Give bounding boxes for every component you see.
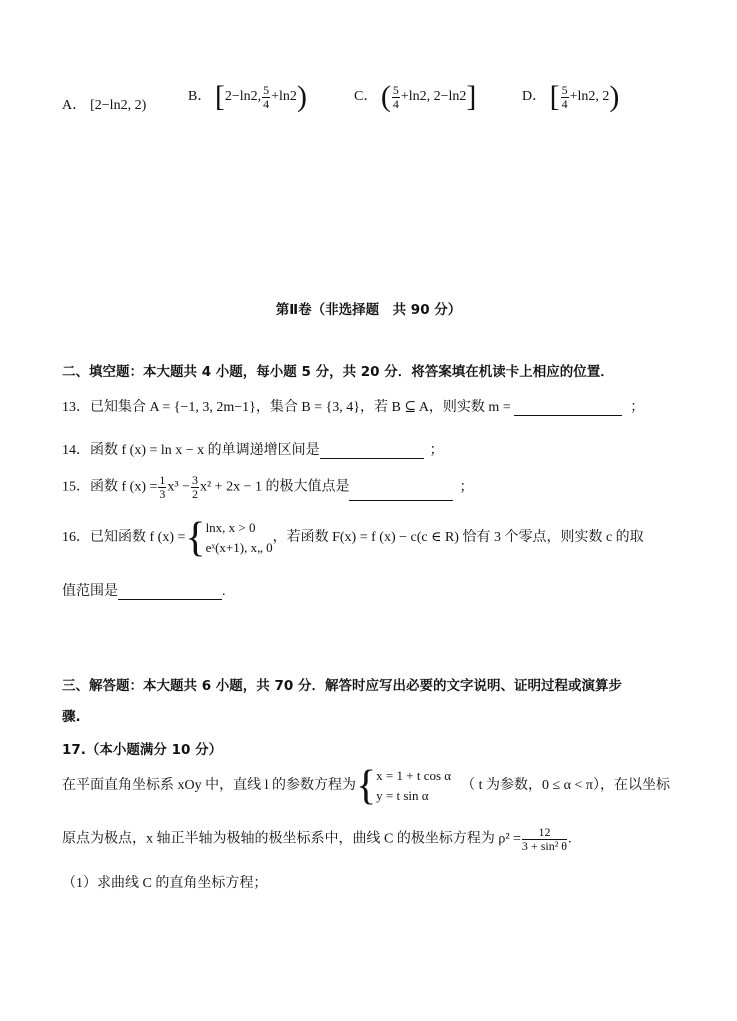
question-16-line-2: [62, 580, 226, 600]
q14-end: ；: [429, 443, 444, 458]
q15-pre: 函数 f (x) =: [90, 479, 158, 495]
q13-number: 13．: [62, 400, 90, 415]
part3-heading-line-1: 三、解答题：本大题共 6 小题，共 70 分．解答时应写出必要的文字说明、证明过程或演算步: [62, 678, 622, 694]
option-c-right: +ln2, 2−ln2: [400, 89, 467, 105]
q15-mid1: x³ −: [167, 479, 190, 495]
option-b: B． [2−ln2, $\frac{5}{4}$ +ln2): [188, 80, 307, 113]
option-c: C． ( $\frac{5}{4}$ +ln2, 2−ln2]: [354, 80, 477, 113]
q16-case-2: eˣ(x+1), x„ 0: [205, 540, 273, 555]
q14-text: 函数 f (x) = ln x − x 的单调递增区间是: [90, 443, 320, 458]
q17-line-1: [62, 763, 670, 809]
question-14: [62, 439, 444, 459]
q16-number: 16．: [62, 530, 90, 546]
q16-end: .: [222, 584, 226, 599]
q15-answer-blank[interactable]: [349, 486, 453, 501]
q16-pre: 已知函数 f (x) =: [90, 530, 186, 546]
q16-post: ，若函数 F(x) = f (x) − c(c ∈ R) 恰有 3 个零点，则实数 c 的取: [272, 530, 644, 546]
q17-line2-end: .: [568, 831, 572, 847]
option-b-fraction: $\frac{5}{4}$: [263, 82, 270, 111]
option-d: D． [ $\frac{5}{4}$ +ln2, 2): [522, 80, 620, 113]
q16-cases: [206, 518, 273, 558]
q17-brace: {: [356, 763, 377, 809]
q15-mid2: x² + 2x − 1 的极大值点是: [199, 479, 350, 495]
q17-fraction: $\frac{12}{\text{3 + sin² θ}}$: [521, 825, 568, 853]
question-13: [62, 396, 644, 416]
q13-text: 已知集合 A = {−1, 3, 2m−1}，集合 B = {3, 4}，若 B ⊆ A，则实数 m =: [90, 400, 511, 415]
option-b-right: +ln2: [271, 89, 297, 105]
q16-line2: 值范围是: [62, 584, 118, 599]
q16-brace: {: [185, 515, 206, 561]
section-title: 第Ⅱ卷（非选择题 共 90 分）: [275, 302, 462, 318]
q17-post: （ t 为参数，0 ≤ α < π），在以坐标: [461, 778, 670, 794]
question-15: [62, 474, 473, 501]
option-d-label: D．: [522, 89, 547, 105]
q17-case-1: x = 1 + t cos α: [376, 768, 452, 783]
option-d-fraction: $\frac{5}{4}$: [561, 82, 568, 111]
q13-answer-blank[interactable]: [514, 401, 622, 416]
question-16: [62, 515, 644, 561]
part2-heading: 二、填空题：本大题共 4 小题，每小题 5 分，共 20 分．将答案填在机读卡上相应的位置．: [62, 364, 614, 380]
option-a-expr: [2−ln2, 2): [90, 98, 147, 113]
q17-line2-pre: 原点为极点，x 轴正半轴为极轴的极坐标系中，曲线 C 的极坐标方程为 ρ² =: [62, 831, 521, 847]
q14-number: 14．: [62, 443, 90, 458]
q15-end: ；: [459, 479, 474, 495]
option-a-label: A．: [62, 98, 87, 113]
q15-fraction-2: $\frac{3}{2}$: [191, 473, 198, 501]
q17-cases: [376, 766, 451, 806]
option-b-left: 2−ln2,: [224, 89, 262, 105]
q17-line-2: [62, 826, 572, 853]
q15-number: 15．: [62, 479, 90, 495]
option-c-label: C．: [354, 89, 378, 105]
q17-sub-1: （1）求曲线 C 的直角坐标方程；: [62, 876, 268, 891]
q16-case-1: lnx, x > 0: [205, 520, 256, 535]
q17-title: 17.（本小题满分 10 分）: [62, 742, 223, 758]
q15-fraction-1: $\frac{1}{3}$: [159, 473, 166, 501]
option-d-right: +ln2, 2: [569, 89, 610, 105]
q16-answer-blank[interactable]: [118, 585, 222, 600]
option-c-fraction: $\frac{5}{4}$: [392, 82, 399, 111]
part3-heading-line-2: 骤.: [62, 709, 81, 725]
option-a: [62, 94, 146, 114]
q13-end: ；: [630, 400, 645, 415]
q14-answer-blank[interactable]: [320, 444, 424, 459]
q17-case-2: y = t sin α: [376, 788, 429, 803]
q17-pre: 在平面直角坐标系 xOy 中，直线 l 的参数方程为: [62, 778, 356, 794]
option-b-label: B．: [188, 89, 212, 105]
